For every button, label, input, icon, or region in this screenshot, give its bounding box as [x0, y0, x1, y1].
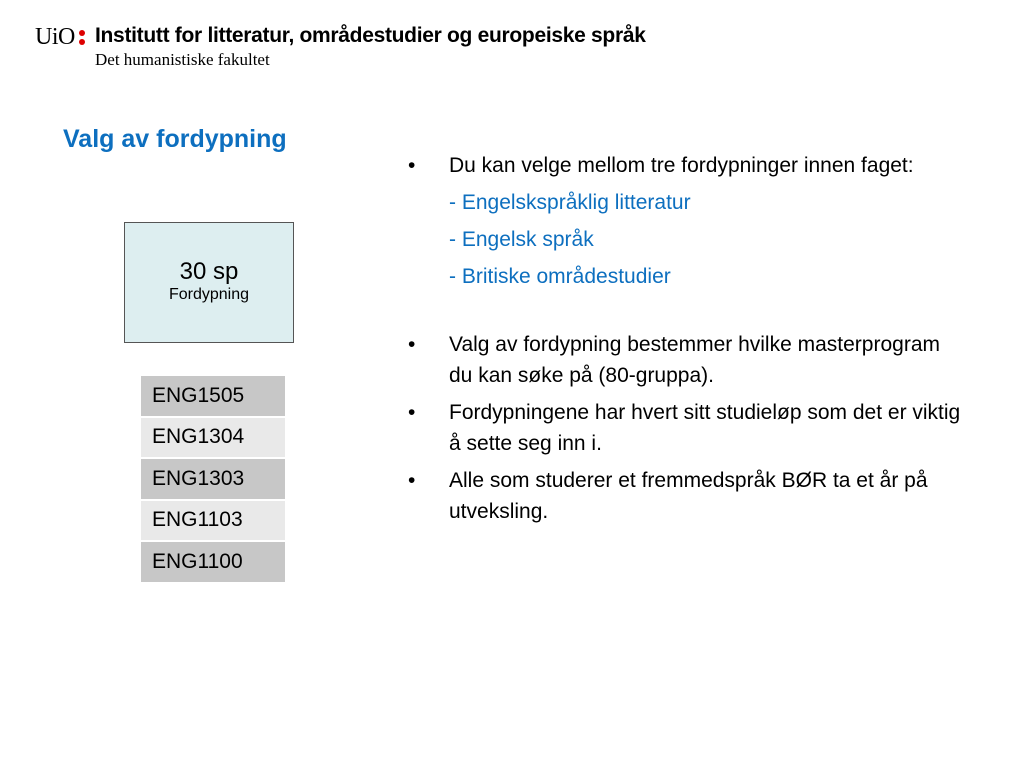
course-item: ENG1100 [141, 542, 285, 584]
bullet-item [405, 397, 965, 459]
logo-text: UiO [35, 24, 75, 50]
bullet-item [405, 465, 965, 527]
logo-dots-icon [79, 30, 85, 45]
course-item: ENG1303 [141, 459, 285, 501]
uio-logo [35, 22, 91, 52]
course-item: ENG1103 [141, 501, 285, 543]
course-item: ENG1505 [141, 376, 285, 418]
bullet-item [405, 150, 965, 181]
bullet-text: Fordypningene har hvert sitt studieløp som det er viktig å sette seg inn i. [449, 401, 961, 455]
institute-name: Institutt for litteratur, områdestudier og europeiske språk [95, 24, 646, 47]
option-item: - Britiske områdestudier [449, 265, 671, 288]
credits-box [124, 222, 294, 343]
option-item: - Engelsk språk [449, 228, 594, 251]
bullet-item [405, 329, 965, 391]
course-item: ENG1304 [141, 418, 285, 460]
faculty-name: Det humanistiske fakultet [95, 50, 270, 69]
option-item: - Engelskspråklig litteratur [449, 191, 691, 214]
course-list [141, 376, 285, 584]
slide-title: Valg av fordypning [63, 125, 287, 153]
bullet-marker: • [408, 401, 416, 424]
bullet-marker: • [408, 154, 416, 177]
bullet-text: Du kan velge mellom tre fordypninger innen faget: [449, 154, 914, 177]
bullet-text: Alle som studerer et fremmedspråk BØR ta et år på utveksling. [449, 469, 928, 523]
credits-value: 30 sp [179, 257, 239, 285]
bullet-list [405, 150, 965, 527]
bullet-text: Valg av fordypning bestemmer hvilke masterprogram du kan søke på (80-gruppa). [449, 333, 940, 387]
bullet-marker: • [408, 333, 416, 356]
credits-label: Fordypning [168, 286, 250, 304]
bullet-marker: • [408, 469, 416, 492]
